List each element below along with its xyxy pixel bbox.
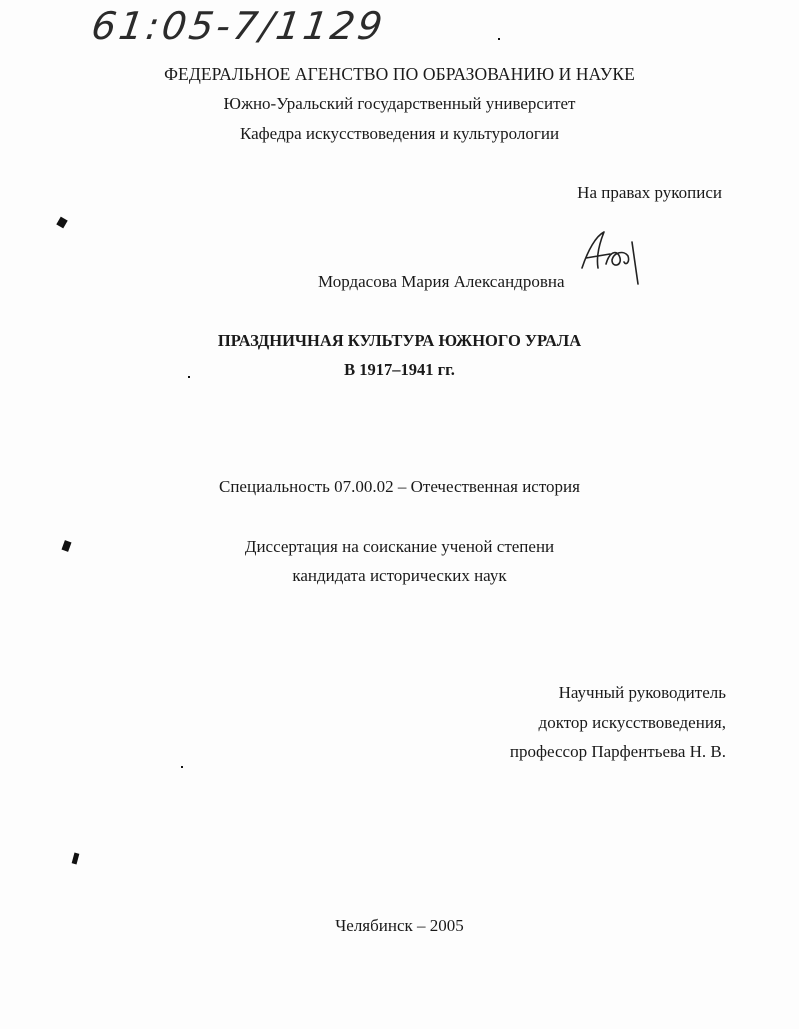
scan-speck: [181, 766, 183, 768]
agency-name: ФЕДЕРАЛЬНОЕ АГЕНСТВО ПО ОБРАЗОВАНИЮ И НАУКЕ: [164, 64, 635, 84]
city-and-year: Челябинск – 2005: [335, 916, 464, 935]
supervisor-degree: доктор искусствоведения,: [538, 713, 726, 732]
supervisor-label: Научный руководитель: [558, 683, 726, 702]
scan-speck: [56, 217, 67, 229]
dissertation-title-line-2: В 1917–1941 гг.: [344, 360, 455, 379]
dissertation-title-line-1: ПРАЗДНИЧНАЯ КУЛЬТУРА ЮЖНОГО УРАЛА: [217, 331, 582, 350]
university-name: Южно-Уральский государственный университет: [223, 94, 576, 113]
degree-statement-line-2: кандидата исторических наук: [292, 566, 507, 585]
author-name: Мордасова Мария Александровна: [318, 272, 565, 291]
scan-speck: [188, 376, 190, 378]
department-name: Кафедра искусствоведения и культурологии: [239, 124, 560, 143]
scan-speck: [498, 38, 500, 40]
scan-speck: [72, 853, 80, 865]
supervisor-name: профессор Парфентьева Н. В.: [509, 742, 726, 761]
specialty: Специальность 07.00.02 – Отечественная история: [219, 477, 580, 496]
author-signature: [576, 228, 656, 290]
handwritten-archive-number: 61:05-7/1129: [88, 4, 389, 48]
degree-statement-line-1: Диссертация на соискание ученой степени: [244, 537, 555, 556]
manuscript-rights-note: На правах рукописи: [577, 183, 722, 202]
